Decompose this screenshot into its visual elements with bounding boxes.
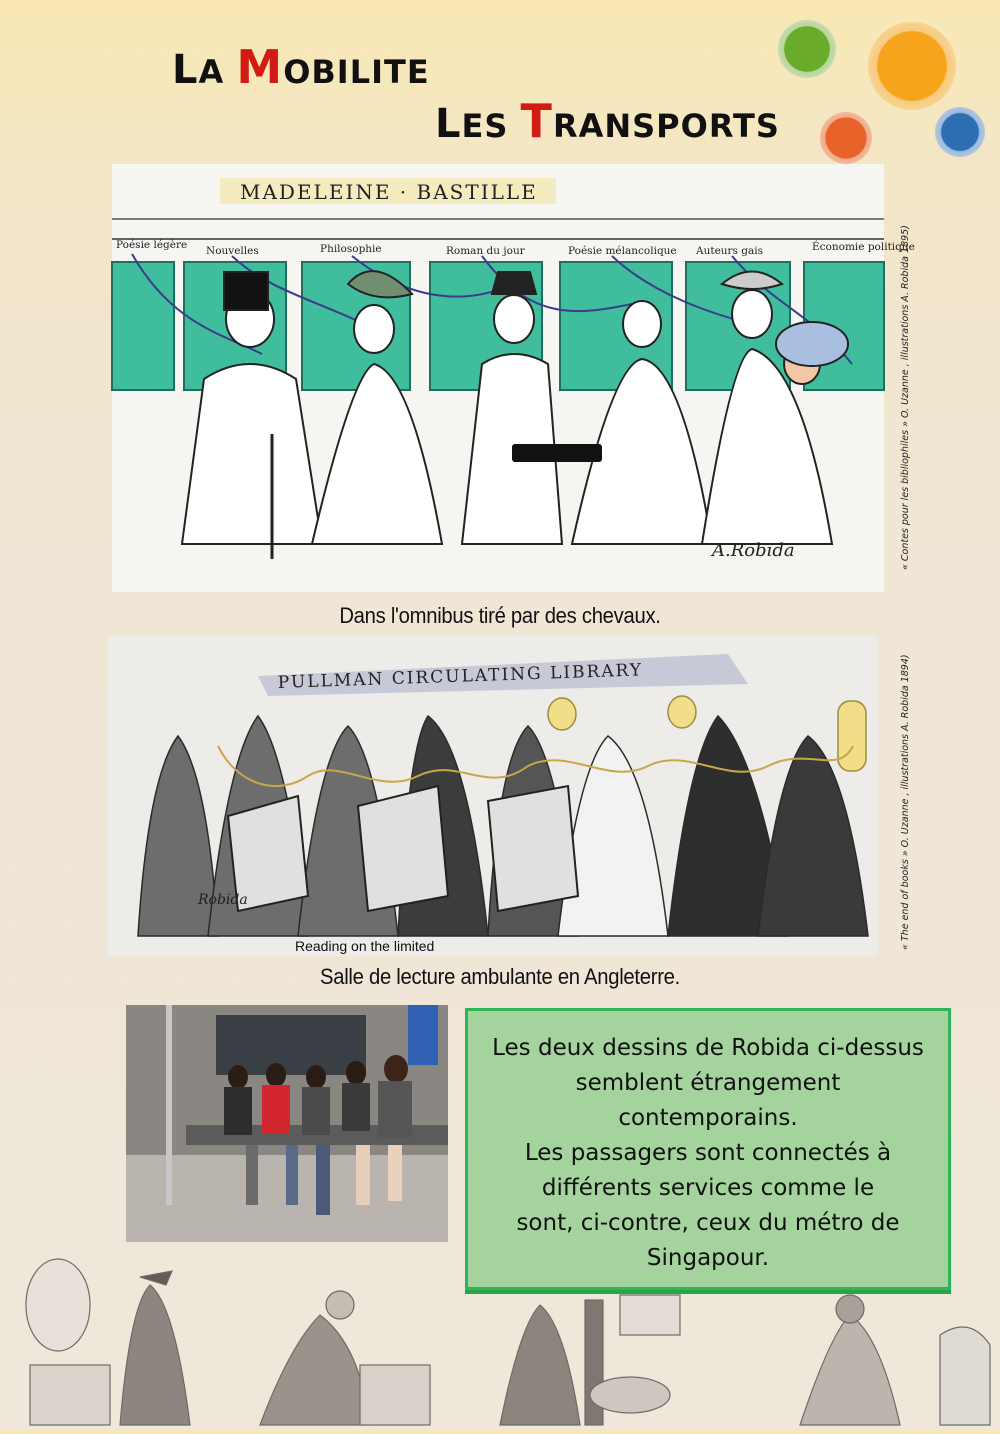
decorative-dot-orange-red	[820, 112, 872, 164]
metro-photo	[126, 1005, 448, 1242]
caption-pullman: Salle de lecture ambulante en Angleterre.	[319, 964, 680, 989]
metro-photo-drawing	[126, 1005, 448, 1242]
omnibus-banner: MADELEINE · BASTILLE	[240, 180, 538, 204]
title-cap-red: M	[236, 40, 284, 94]
omnibus-label: Roman du jour	[446, 245, 525, 257]
omnibus-label: Nouvelles	[206, 245, 259, 257]
omnibus-label: Poésie mélancolique	[568, 245, 677, 257]
pullman-banner: PULLMAN CIRCULATING LIBRARY	[277, 660, 644, 693]
title-line-1	[172, 40, 430, 94]
commentary-line: semblent étrangement	[575, 1070, 841, 1096]
omnibus-label: Auteurs gais	[696, 245, 764, 257]
decorative-dot-blue	[935, 107, 985, 157]
omnibus-label: Philosophie	[320, 243, 382, 255]
commentary-line: Les passagers sont connectés à	[524, 1140, 892, 1166]
pullman-illustration	[108, 636, 878, 956]
commentary-line: sont, ci-contre, ceux du métro de	[516, 1210, 900, 1236]
title-text: A	[198, 53, 237, 91]
commentary-line: Les deux dessins de Robida ci-dessus	[492, 1035, 924, 1061]
bottom-decorative-band	[0, 1245, 1000, 1429]
title-text: RANSPORTS	[552, 107, 780, 145]
credit-pullman: « The end of books » O. Uzanne , illustrations A. Robida 1894)	[900, 654, 911, 950]
commentary-line: contemporains.	[618, 1105, 798, 1131]
title-text: ES	[461, 107, 521, 145]
book-icon	[512, 444, 602, 462]
title-cap: L	[172, 47, 199, 93]
decorative-dot-green	[778, 20, 836, 78]
omnibus-label: Économie politique	[812, 241, 915, 253]
credit-omnibus: « Contes pour les bibliophiles » O. Uzanne , illustrations A. Robida 1895)	[900, 225, 911, 570]
omnibus-signature: A.Robida	[712, 540, 795, 561]
pullman-drawing	[108, 636, 878, 956]
pullman-signature: Robida	[198, 892, 248, 908]
reading-note: Reading on the limited	[295, 938, 435, 954]
title-line-2	[435, 94, 780, 148]
decorative-dot-orange	[868, 22, 956, 110]
title-cap-red: T	[520, 94, 553, 148]
omnibus-label: Poésie légère	[116, 239, 188, 251]
caption-omnibus: Dans l'omnibus tiré par des chevaux.	[339, 603, 661, 628]
bottom-sketches	[0, 1245, 1000, 1429]
commentary-line: Singapour.	[646, 1245, 770, 1271]
commentary-line: différents services comme le	[541, 1175, 875, 1201]
title-text: OBILITE	[283, 53, 430, 91]
title-cap: L	[435, 101, 462, 147]
